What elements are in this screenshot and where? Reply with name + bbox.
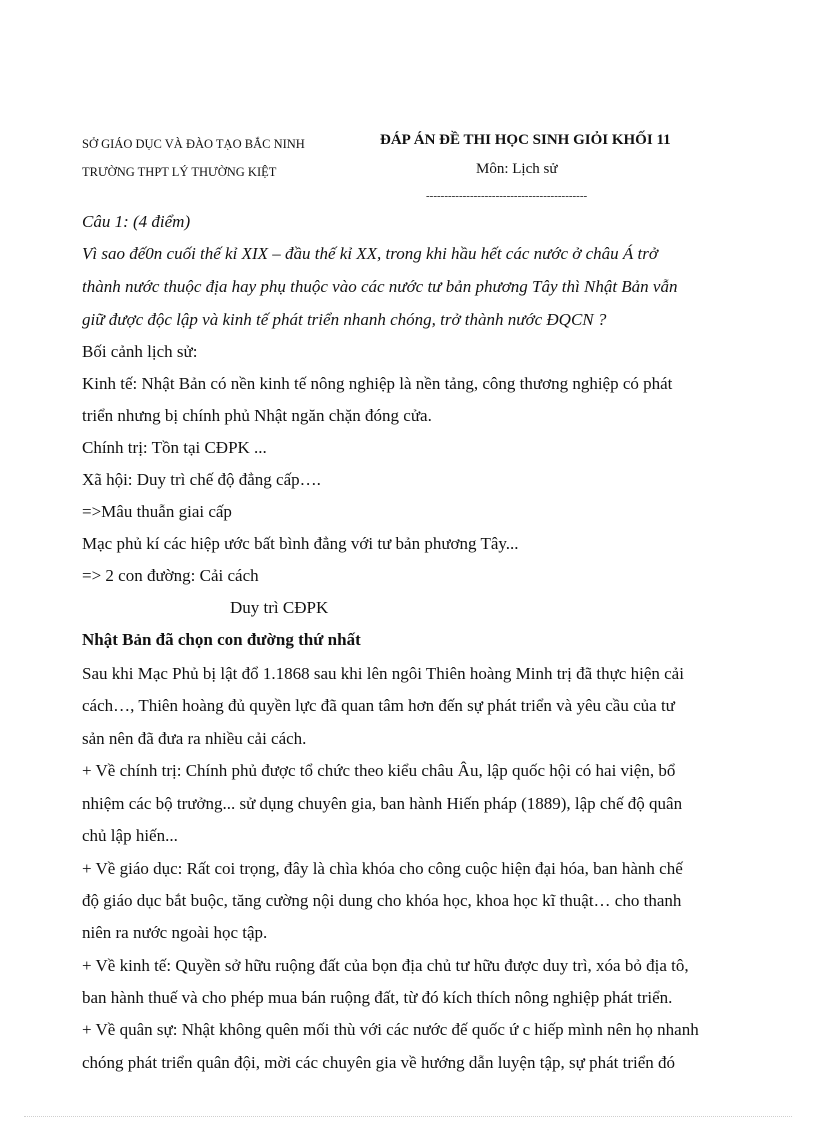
paragraph-line: + Về kinh tế: Quyền sở hữu ruộng đất của bọn địa chủ tư hữu được duy trì, xóa bỏ địa tô, (82, 956, 689, 975)
question-line: Vì sao đế0n cuối thế kỉ XIX – đầu thế kỉ XX, trong khi hầu hết các nước ở châu Á trở (82, 244, 658, 263)
paragraph-line: niên ra nước ngoài học tập. (82, 923, 268, 942)
society-line: Xã hội: Duy trì chế độ đẳng cấp…. (82, 470, 321, 489)
paragraph-line: chóng phát triển quân đội, mời các chuyên gia về hướng dẫn luyện tập, sự phát triển đó (82, 1053, 675, 1072)
paragraph-line: nhiệm các bộ trưởng... sử dụng chuyên gia, ban hành Hiến pháp (1889), lập chế độ quân (82, 794, 683, 813)
question-line: thành nước thuộc địa hay phụ thuộc vào các nước tư bản phương Tây thì Nhật Bản vẫn (82, 277, 678, 296)
subject-label: Môn: Lịch sử (476, 161, 558, 177)
two-paths-alt-line: Duy trì CĐPK (230, 598, 329, 617)
document-title: ĐÁP ÁN ĐỀ THI HỌC SINH GIỎI KHỐI 11 (380, 132, 671, 148)
school-name: TRƯỜNG THPT LÝ THƯỜNG KIỆT (82, 165, 277, 179)
paragraph-line: + Về chính trị: Chính phủ được tổ chức theo kiểu châu Âu, lập quốc hội có hai viện, bổ (82, 761, 676, 780)
question-label: Câu 1: (4 điểm) (82, 212, 191, 231)
paragraph-line: cách…, Thiên hoàng đủ quyền lực đã quan tâm hơn đến sự phát triển và yêu cầu của tư (82, 696, 675, 715)
paragraph-line: độ giáo dục bắt buộc, tăng cường nội dung cho khóa học, khoa học kĩ thuật… cho thanh (82, 891, 682, 910)
choice-heading: Nhật Bản đã chọn con đường thứ nhất (82, 630, 361, 649)
paragraph-line: sản nên đã đưa ra nhiều cải cách. (82, 729, 307, 748)
question-line: giữ được độc lập và kinh tế phát triển nhanh chóng, trở thành nước ĐQCN ? (82, 310, 607, 329)
paragraph-line: Sau khi Mạc Phủ bị lật đổ 1.1868 sau khi lên ngôi Thiên hoàng Minh trị đã thực hiện cải (82, 664, 684, 683)
paragraph-line: ban hành thuế và cho phép mua bán ruộng đất, từ đó kích thích nông nghiệp phát triển. (82, 988, 673, 1007)
politics-line: Chính trị: Tồn tại CĐPK ... (82, 438, 267, 457)
page-bottom-border (24, 1116, 792, 1117)
department-name: SỞ GIÁO DỤC VÀ ĐÀO TẠO BẮC NINH (82, 137, 305, 151)
two-paths-line: => 2 con đường: Cải cách (82, 566, 259, 585)
treaty-line: Mạc phủ kí các hiệp ước bất bình đẳng với tư bản phương Tây... (82, 534, 519, 553)
paragraph-line: + Về quân sự: Nhật không quên mối thù với các nước đế quốc ứ c hiếp mình nên họ nhanh (82, 1020, 699, 1039)
economy-line: triển nhưng bị chính phủ Nhật ngăn chặn đóng cửa. (82, 406, 432, 425)
paragraph-line: chủ lập hiến... (82, 826, 178, 845)
conflict-line: =>Mâu thuẫn giai cấp (82, 502, 232, 521)
context-heading: Bối cảnh lịch sử: (82, 342, 198, 361)
header-separator: -------------------------------------------- (426, 190, 588, 202)
economy-line: Kinh tế: Nhật Bản có nền kinh tế nông nghiệp là nền tảng, công thương nghiệp có phát (82, 374, 673, 393)
paragraph-line: + Về giáo dục: Rất coi trọng, đây là chìa khóa cho công cuộc hiện đại hóa, ban hành chế (82, 859, 683, 878)
